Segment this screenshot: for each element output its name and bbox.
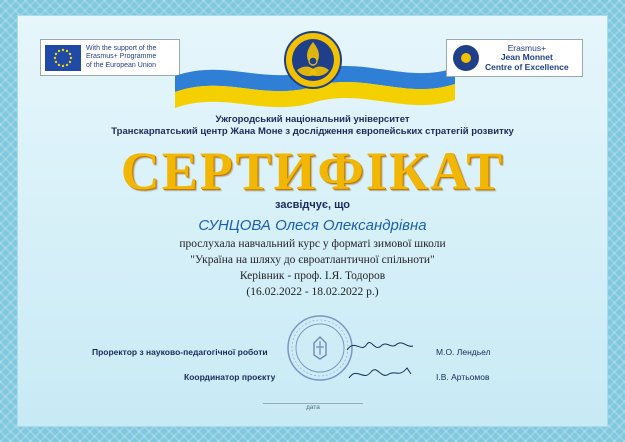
university-emblem-icon [283, 30, 343, 90]
signatory-name: І.В. Артьомов [436, 372, 490, 382]
signature-1-icon [345, 334, 415, 356]
jean-monnet-logo [446, 39, 583, 77]
eu-logo-line: Erasmus+ Programme [86, 53, 157, 61]
certificate-title: СЕРТИФІКАТ [120, 141, 505, 201]
signature-role: Проректор з науково-педагогічної роботи [92, 347, 268, 357]
jm-logo-line: Erasmus+ [507, 42, 547, 53]
signatory-name: М.О. Лендьел [436, 347, 491, 357]
course-dates: (16.02.2022 - 18.02.2022 р.) [246, 286, 379, 298]
course-supervisor: Керівник - проф. І.Я. Тодоров [239, 270, 386, 282]
centre-name: Транскарпатський центр Жана Моне з дослідження європейських стратегій розвитку [111, 126, 514, 137]
signature-2-icon [345, 360, 415, 384]
jean-monnet-icon [453, 45, 479, 71]
university-name: Ужгородський національний університет [215, 114, 410, 125]
jm-logo-line: Jean Monnet [500, 52, 553, 63]
eu-erasmus-logo [40, 39, 180, 76]
jm-logo-line: Centre of Excellence [485, 61, 569, 72]
eu-logo-line: of the European Union [86, 61, 157, 69]
certifies-text: засвідчує, що [275, 199, 350, 211]
eu-logo-line: With the support of the [86, 44, 157, 52]
signature-role: Координатор проєкту [184, 372, 276, 382]
jean-monnet-logo-text [485, 44, 569, 73]
date-label: дата [306, 404, 320, 411]
eu-logo-text [86, 45, 156, 71]
eu-flag-icon [45, 45, 81, 71]
course-description: прослухала навчальний курс у форматі зимової школи [179, 238, 446, 250]
course-title: "Україна на шляху до євроатлантичної спільноти" [190, 254, 435, 266]
recipient-name: СУНЦОВА Олеся Олександрівна [198, 217, 427, 234]
